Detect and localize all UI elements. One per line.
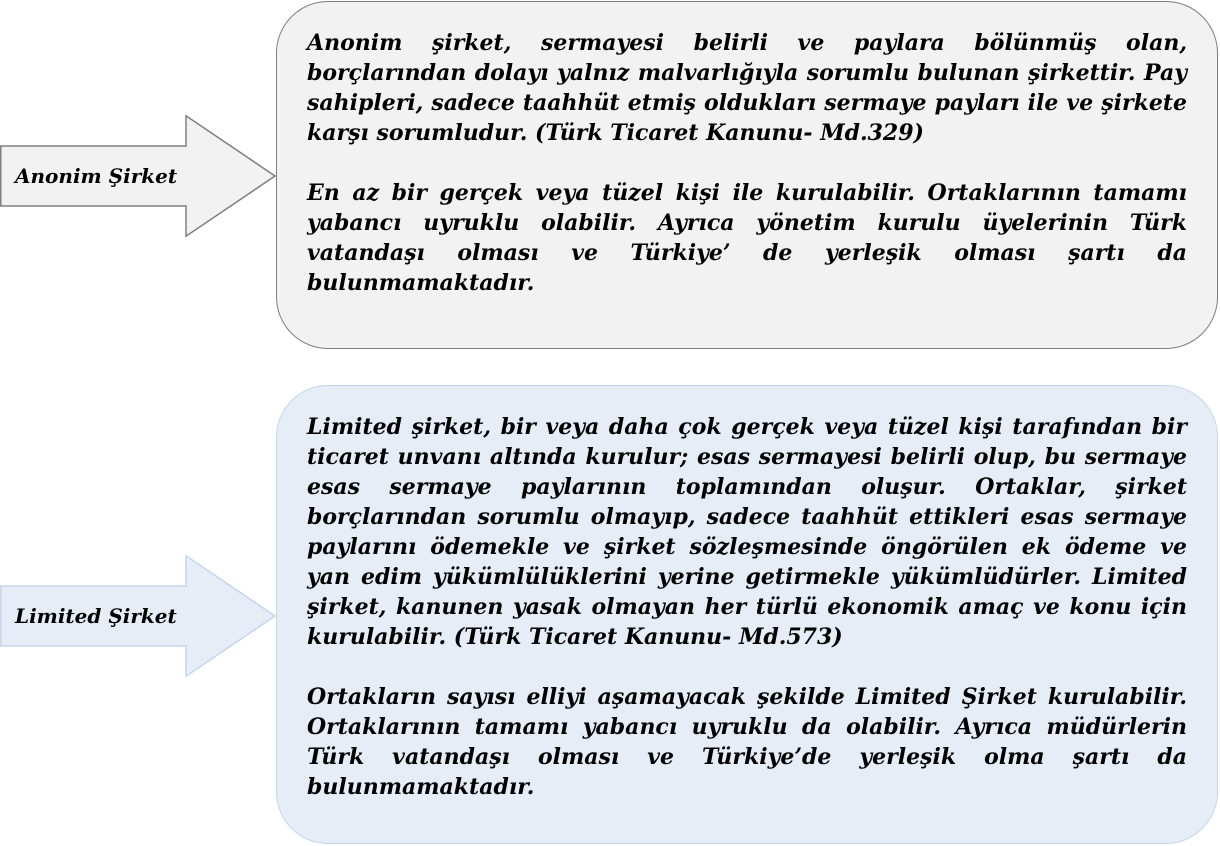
anonim-paragraph-1: Anonim şirket, sermayesi belirli ve paylara bölünmüş olan, borçlarından dolayı yalnız malvarlığıyla sorumlu bulunan şirkettir. Pay sahipleri, sadece taahhüt etmiş oldukları sermaye payları ile ve şirkete karşı sorumludur. (Türk Ticaret Kanunu- Md.329)	[307, 30, 1187, 146]
limited-paragraph-2: Ortakların sayısı elliyi aşamayacak şekilde Limited Şirket kurulabilir. Ortaklarının tamamı yabancı uyruklu da olabilir. Ayrıca müdürlerin Türk vatandaşı olması ve Türkiye’de yerleşik olma şartı da bulunmamaktadır.	[307, 684, 1187, 800]
anonim-paragraph-2: En az bir gerçek veya tüzel kişi ile kurulabilir. Ortaklarının tamamı yabancı uyruklu olabilir. Ayrıca yönetim kurulu üyelerinin Türk vatandaşı olması ve Türkiye’ de yerleşik olması şartı da bulunmamaktadır.	[307, 180, 1187, 296]
limited-label: Limited Şirket	[15, 604, 177, 628]
anonim-description-box	[276, 1, 1218, 349]
limited-paragraph-1: Limited şirket, bir veya daha çok gerçek veya tüzel kişi tarafından bir ticaret unvanı altında kurulur; esas sermayesi belirli olup, bu sermaye esas sermaye paylarının toplamından oluşur. Ortaklar, şirket borçlarından sorumlu olmayıp, sadece taahhüt ettikleri esas sermaye paylarını ödemekle ve şirket sözleşmesinde öngörülen ek ödeme ve yan edim yükümlülüklerini yerine getirmekle yükümlüdürler. Limited şirket, kanunen yasak olmayan her türlü ekonomik amaç ve konu için kurulabilir. (Türk Ticaret Kanunu- Md.573)	[307, 414, 1187, 650]
anonim-label: Anonim Şirket	[15, 164, 178, 188]
anonim-arrow	[0, 115, 276, 237]
limited-arrow	[0, 555, 276, 677]
limited-description-box	[276, 385, 1218, 844]
